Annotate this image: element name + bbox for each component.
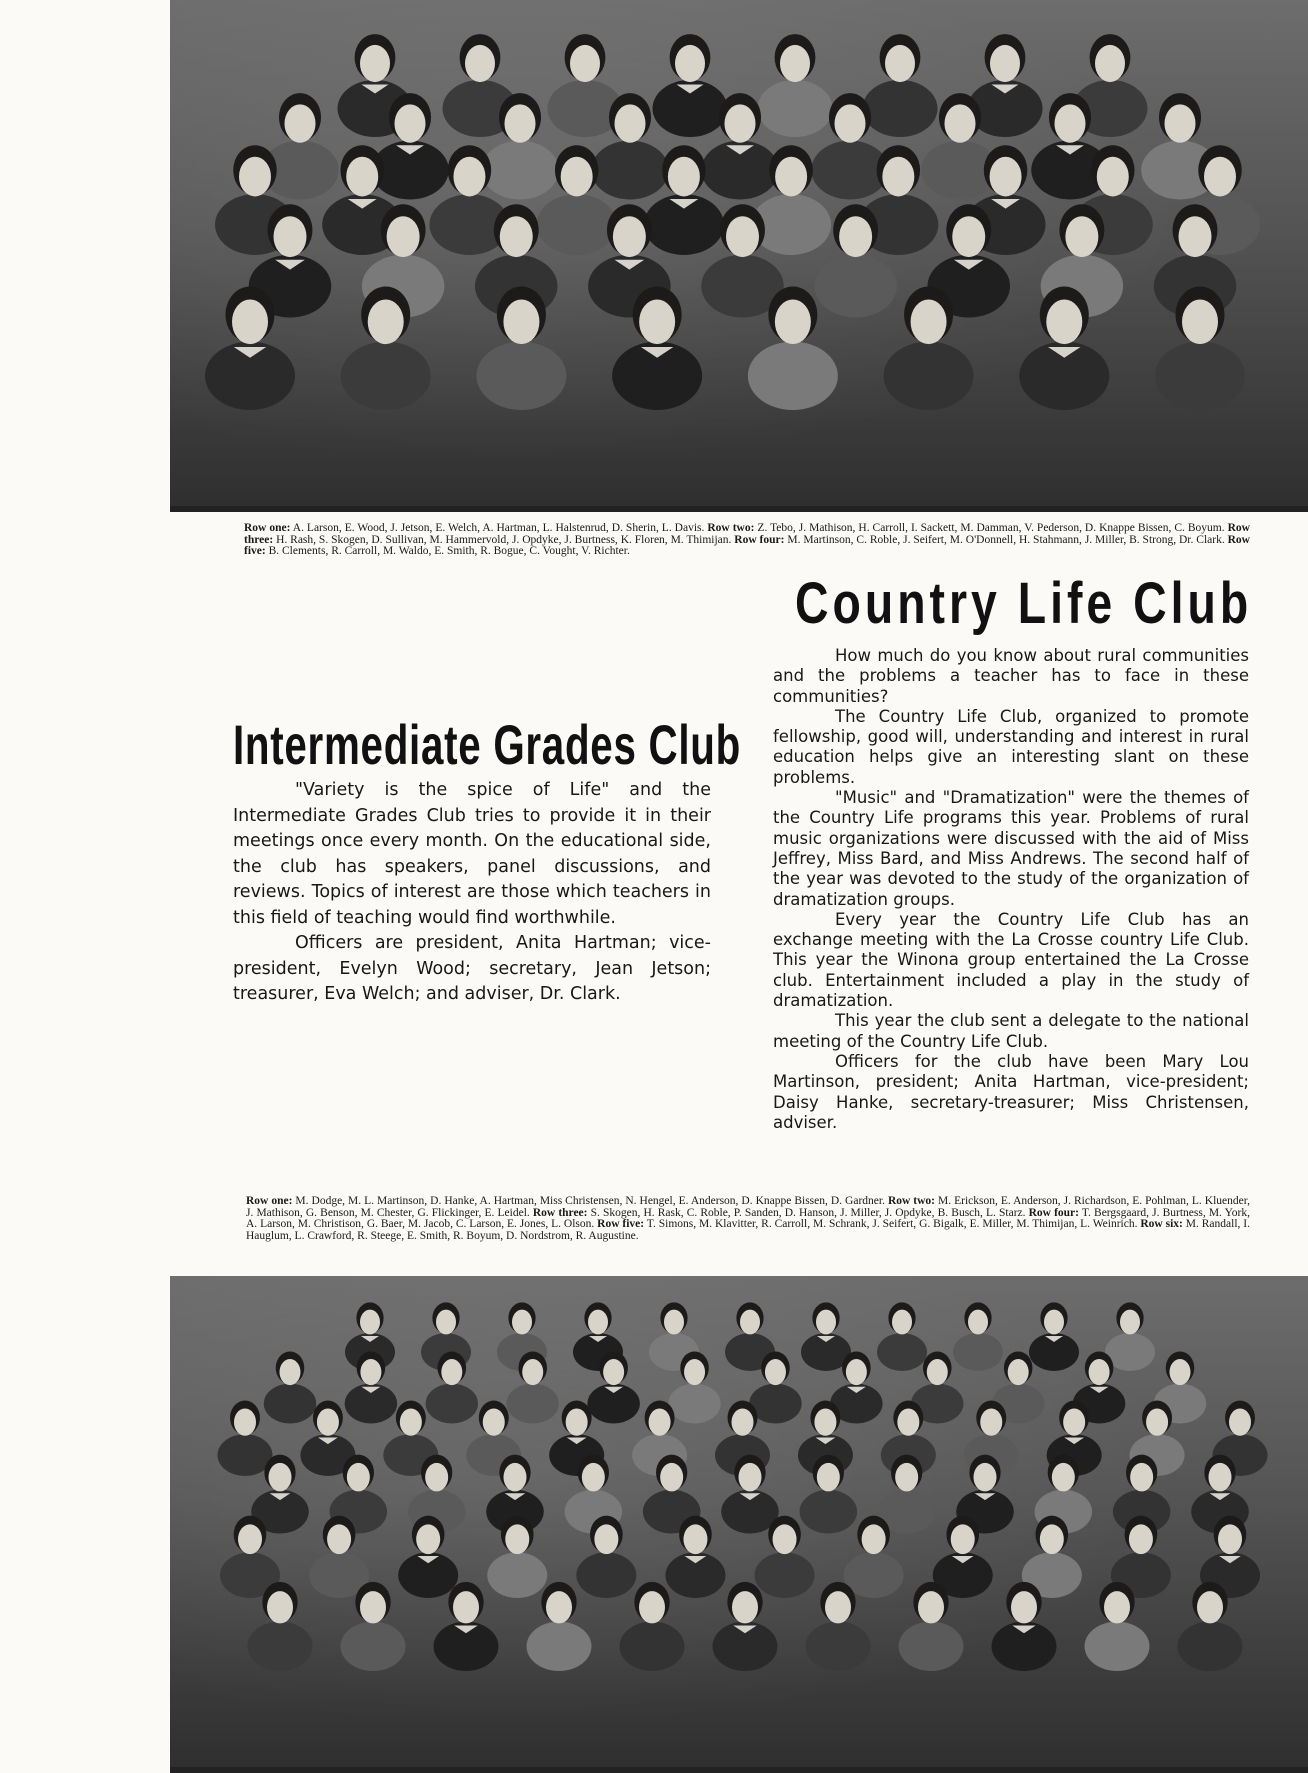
row-label: Row one: [246,1195,293,1207]
row-label: Row four: [1028,1206,1079,1219]
person-figure [1105,1302,1155,1371]
row-label: Row five: [597,1218,645,1230]
group-photo-figures [170,0,1308,512]
row-label: Row three: [244,522,1250,546]
row-names: M. Randall, I. Hauglum, L. Crawford, R. Steege, E. Smith, R. Boyum, D. Nordstrom, R. Augustine. [246,1218,1250,1242]
top-photo-caption [244,523,1250,558]
row-names: M. Dodge, M. L. Martinson, D. Hanke, A. Hartman, Miss Christensen, N. Hengel, E. Anderson, D. Knappe Bissen, D. Gardner. [292,1195,888,1207]
paragraph: "Variety is the spice of Life" and the Intermediate Grades Club tries to provide it in their meetings once every month. On the educational side, the club has speakers, panel discussions, and reviews. Topics of interest are those which teachers in this field of teaching would find worthwhile. [233,780,711,928]
person-figure [713,1582,778,1671]
row-names: H. Rash, S. Skogen, D. Sullivan, M. Hammervold, J. Opdyke, J. Burtness, K. Floren, M. Thimijan. [273,533,735,546]
row-label: Row five: [244,533,1250,557]
row-names: Z. Tebo, J. Mathison, H. Carroll, I. Sackett, M. Damman, V. Pederson, D. Knappe Bissen, C. Boyum. [754,522,1228,534]
person-figure [653,34,728,137]
country-life-club-article [773,646,1249,1133]
row-label: Row one: [244,522,291,534]
person-figure [218,1401,273,1476]
intermediate-grades-club-article [233,778,711,1008]
row-names: S. Skogen, H. Rask, C. Roble, P. Sanden, D. Hanson, J. Miller, J. Opdyke, B. Busch, L. Starz. [587,1206,1029,1219]
caption-text [244,523,1250,558]
row-label: Row six: [1140,1218,1183,1230]
row-names: T. Bergsgaard, J. Burtness, M. York, A. Larson, M. Christison, G. Baer, M. Jacob, C. Larson, E. Jones, L. Olson. [246,1206,1250,1230]
bottom-photo-caption [246,1196,1250,1242]
paragraph: Officers for the club have been Mary Lou Martinson, president; Anita Hartman, vice-president; Daisy Hanke, secretary-treasurer; Miss Christensen, adviser. [773,1051,1249,1132]
group-photo-figures [170,1276,1308,1773]
person-figure [877,1302,927,1371]
person-figure [264,1351,317,1423]
row-label: Row four: [734,533,785,546]
row-label: Row two: [707,522,755,534]
person-figure [758,34,833,137]
person-figure [434,1582,499,1671]
paragraph: This year the club sent a delegate to the national meeting of the Country Life Club. [773,1011,1249,1051]
paragraph: Officers are president, Anita Hartman; vice-president, Evelyn Wood; secretary, Jean Jetson; treasurer, Eva Welch; and adviser, Dr. Clark. [233,933,711,1004]
person-figure [1029,1302,1079,1371]
paragraph: "Music" and "Dramatization" were the themes of the Country Life programs this year. Problems of rural music organizations were discussed with the aid of Miss Jeffrey, Miss Bard, and Miss Andrews. The second half of the year was devoted to the study of the organization of dramatization groups. [773,788,1249,909]
row-names: M. Martinson, C. Roble, J. Seifert, M. O'Donnell, H. Stahmann, J. Miller, B. Strong, Dr. Clark. [784,533,1228,546]
paragraph: How much do you know about rural communities and the problems a teacher has to face in these communities? [773,646,1249,706]
country-life-club-photo [170,1276,1308,1773]
paragraph: The Country Life Club, organized to promote fellowship, good will, understanding and interest in rural education helps give an interesting slant on these problems. [773,706,1249,787]
intermediate-grades-club-photo [170,0,1308,512]
person-figure [620,1582,685,1671]
row-names: T. Simons, M. Klavitter, R. Carroll, M. Schrank, J. Seifert, G. Bigalk, E. Miller, M. Thimijan, L. Weinrich. [644,1218,1141,1230]
row-label: Row three: [532,1206,588,1219]
person-figure [863,34,938,137]
country-life-club-title: Country Life Club [795,571,1253,636]
row-names: A. Larson, E. Wood, J. Jetson, E. Welch, A. Hartman, L. Halstenrud, D. Sherin, L. Davis. [290,522,708,534]
row-label: Row two: [887,1195,936,1207]
intermediate-grades-club-title: Intermediate Grades Club [233,713,741,776]
caption-text [246,1196,1250,1242]
row-names: M. Erickson, E. Anderson, J. Richardson, E. Pohlman, L. Kluender, J. Mathison, G. Benson, M. Chester, G. Flickinger, E. Leidel. [246,1195,1250,1219]
person-figure [953,1302,1003,1371]
person-figure [801,1302,851,1371]
person-figure [527,1582,592,1671]
paragraph: Every year the Country Life Club has an exchange meeting with the La Crosse country Life Club. This year the Winona group entertained the La Crosse club. Entertainment included a play in the study of dramatization. [773,909,1249,1011]
row-names: B. Clements, R. Carroll, M. Waldo, E. Smith, R. Bogue, C. Vought, V. Richter. [265,545,630,557]
